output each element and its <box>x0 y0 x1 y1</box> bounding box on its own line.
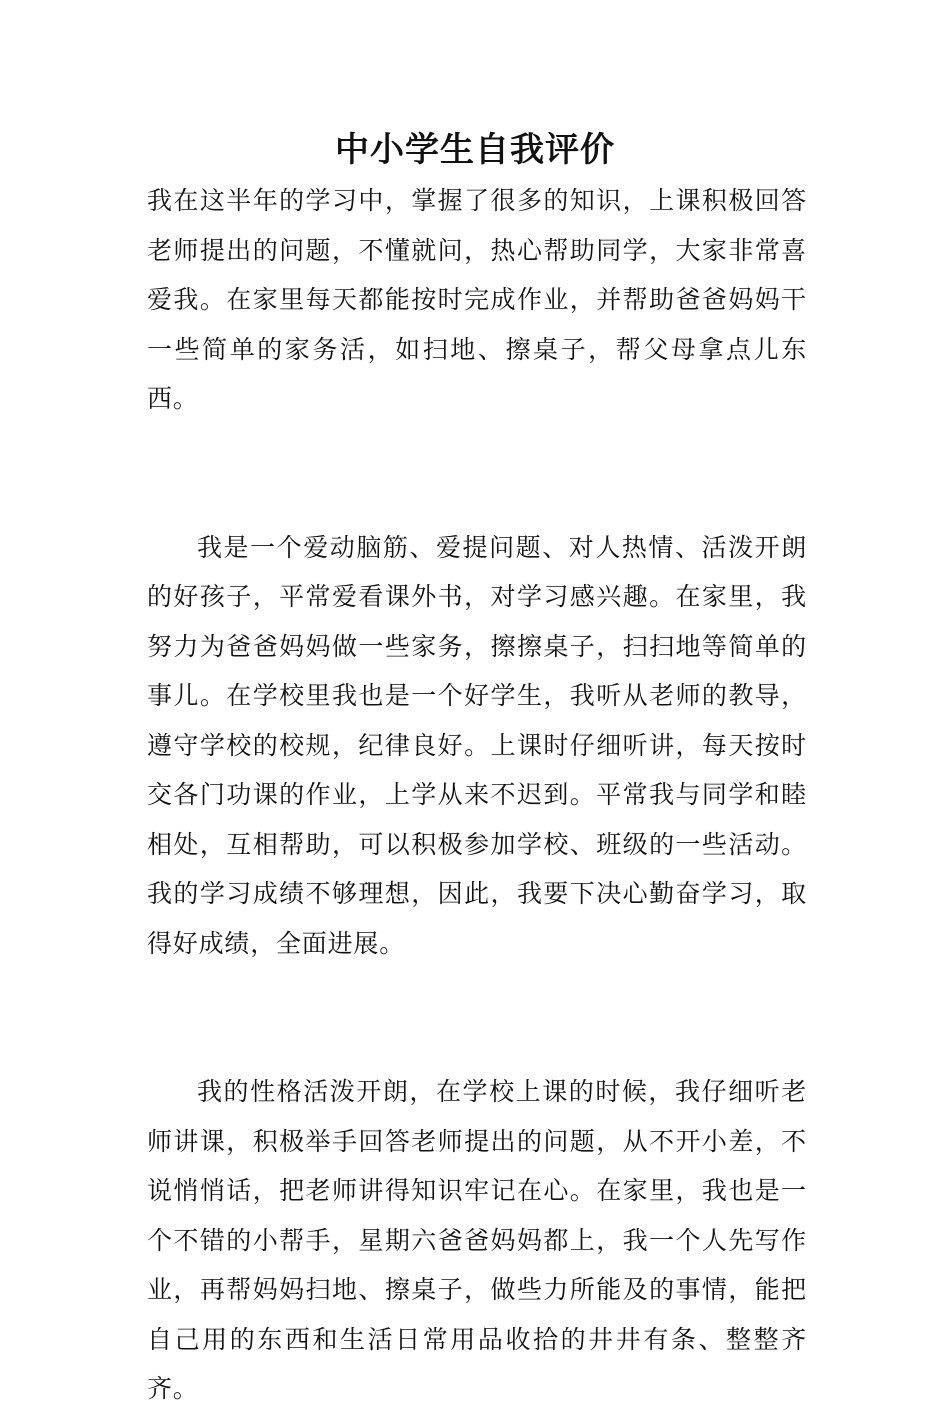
paragraph-spacer <box>147 968 807 1067</box>
paragraph-spacer <box>147 424 807 523</box>
paragraph-3: 我的性格活泼开朗，在学校上课的时候，我仔细听老师讲课，积极举手回答老师提出的问题，从不开小差，不说悄悄话，把老师讲得知识牢记在心。在家里，我也是一个不错的小帮手，星期六爸爸妈妈都上，我一个人先写作业，再帮妈妈扫地、擦桌子，做些力所能及的事情，能把自己用的东西和生活日常用品收拾的井井有条、整整齐齐。 <box>147 1077 807 1403</box>
paragraph-2: 我是一个爱动脑筋、爱提问题、对人热情、活泼开朗的好孩子，平常爱看课外书，对学习感兴趣。在家里，我努力为爸爸妈妈做一些家务，擦擦桌子，扫扫地等简单的事儿。在学校里我也是一个好学生，我听从老师的教导，遵守学校的校规，纪律良好。上课时仔细听讲，每天按时交各门功课的作业，上学从来不迟到。平常我与同学和睦相处，互相帮助，可以积极参加学校、班级的一些活动。我的学习成绩不够理想，因此，我要下决心勤奋学习，取得好成绩，全面进展。 <box>147 532 807 958</box>
document-title: 中小学生自我评价 <box>335 130 615 170</box>
paragraph-1: 我在这半年的学习中，掌握了很多的知识，上课积极回答老师提出的问题，不懂就问，热心帮助同学，大家非常喜爱我。在家里每天都能按时完成作业，并帮助爸爸妈妈干一些简单的家务活，如扫地、擦桌子，帮父母拿点儿东西。 <box>147 186 807 413</box>
document-body <box>147 176 807 1414</box>
